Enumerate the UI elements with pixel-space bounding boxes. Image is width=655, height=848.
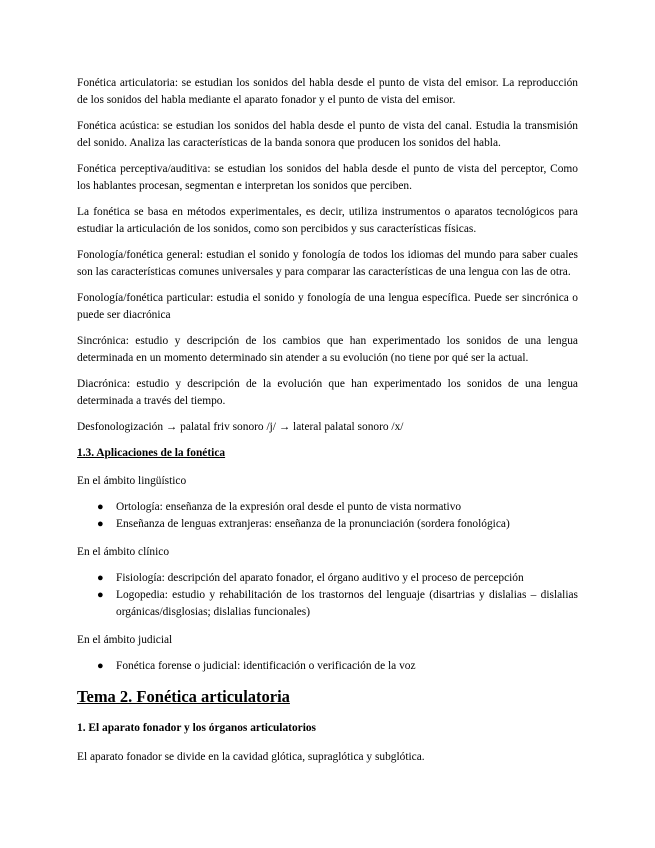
bullet-icon: ● (97, 660, 104, 672)
chapter-heading-tema-2: Tema 2. Fonética articulatoria (77, 687, 290, 706)
bullet-icon: ● (97, 572, 104, 584)
document-body (77, 75, 578, 766)
bullet-icon: ● (97, 501, 104, 513)
bullet-list-judicial (77, 658, 578, 675)
paragraph-fonologia-general: Fonología/fonética general: estudian el sonido y fonología de todos los idiomas del mundo para saber cuales son las características comunes universales y para comparar las características de una lengua con las de otra. (77, 249, 578, 278)
group-label-linguistico: En el ámbito lingüístico (77, 475, 187, 487)
list-item (97, 658, 578, 675)
list-item-text: Fonética forense o judicial: identificación o verificación de la voz (116, 660, 416, 672)
list-item (97, 499, 578, 516)
list-item-text: Enseñanza de lenguas extranjeras: enseñanza de la pronunciación (sordera fonológica) (116, 518, 510, 530)
paragraph-sincronica: Sincrónica: estudio y descripción de los cambios que han experimentado los sonidos de una lengua determinada en un momento determinado sin atender a su evolución (no tiene por qué ser la actual. (77, 335, 578, 364)
list-item (97, 516, 578, 533)
list-item-text: Logopedia: estudio y rehabilitación de los trastornos del lenguaje (disartrias y dislalias – dislalias orgánicas/disglosias; dislalias funcionales) (116, 589, 578, 618)
paragraph-metodos-experimentales: La fonética se basa en métodos experimentales, es decir, utiliza instrumentos o aparatos tecnológicos para estudiar la articulación de los sonidos, como son percibidos y sus características físicas. (77, 206, 578, 235)
group-label-judicial: En el ámbito judicial (77, 634, 173, 646)
section-heading-aplicaciones: 1.3. Aplicaciones de la fonética (77, 447, 226, 459)
list-item-text: Fisiología: descripción del aparato fonador, el órgano auditivo y el proceso de percepción (116, 572, 524, 584)
group-label-clinico: En el ámbito clínico (77, 546, 170, 558)
paragraph-fonetica-articulatoria: Fonética articulatoria: se estudian los sonidos del habla desde el punto de vista del emisor. La reproducción de los sonidos del habla mediante el aparato fonador y el punto de vista del emisor. (77, 77, 578, 106)
bullet-icon: ● (97, 518, 104, 530)
bullet-icon: ● (97, 589, 104, 601)
paragraph-diacronica: Diacrónica: estudio y descripción de la evolución que han experimentado los sonidos de una lengua determinada a través del tiempo. (77, 378, 578, 407)
list-item (97, 587, 578, 621)
paragraph-fonetica-perceptiva: Fonética perceptiva/auditiva: se estudian los sonidos del habla desde el punto de vista del perceptor, Como los hablantes procesan, segmentan e interpretan los sonidos que perciben. (77, 163, 578, 192)
paragraph-fonologia-particular: Fonología/fonética particular: estudia el sonido y fonología de una lengua específica. Puede ser sincrónica o puede ser diacrónica (77, 292, 578, 321)
section-heading-aparato-fonador: 1. El aparato fonador y los órganos articulatorios (77, 722, 316, 734)
list-item (97, 570, 578, 587)
bullet-list-linguistico (77, 499, 578, 533)
list-item-text: Ortología: enseñanza de la expresión oral desde el punto de vista normativo (116, 501, 462, 513)
paragraph-desfonologizacion: Desfonologización → palatal friv sonoro /j/ → lateral palatal sonoro /x/ (77, 421, 404, 433)
bullet-list-clinico (77, 570, 578, 621)
paragraph-fonetica-acustica: Fonética acústica: se estudian los sonidos del habla desde el punto de vista del canal. Estudia la transmisión del sonido. Analiza las características de la banda sonora que producen los sonidos del habla. (77, 120, 578, 149)
paragraph-aparato-fonador: El aparato fonador se divide en la cavidad glótica, supraglótica y subglótica. (77, 751, 425, 763)
